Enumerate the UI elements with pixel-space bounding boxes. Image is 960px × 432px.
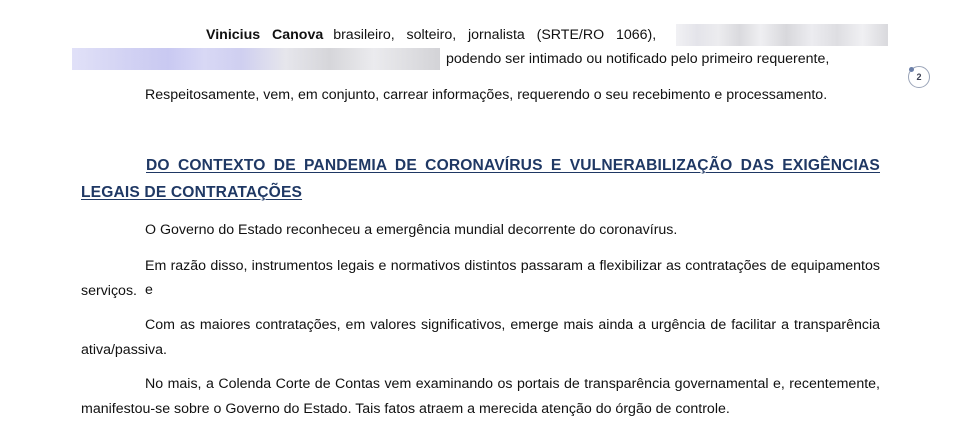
paragraph-3-line-1: Com as maiores contratações, em valores significativos, emerge mais ainda a urgência de facilitar a transparência <box>145 317 880 333</box>
paragraph-2-line-2: serviços. <box>81 283 137 299</box>
paragraph-2-line-1: Em razão disso, instrumentos legais e normativos distintos passaram a flexibilizar as contratações de equipamentos e <box>145 258 880 298</box>
person-details: brasileiro, solteiro, jornalista (SRTE/RO 1066), <box>333 27 657 43</box>
section-heading-line-2 <box>81 179 880 206</box>
section-heading-line-1: DO CONTEXTO DE PANDEMIA DE CORONAVÍRUS E VULNERABILIZAÇÃO DAS EXIGÊNCIAS <box>146 157 880 174</box>
redacted-block-1 <box>676 24 888 46</box>
page-badge-dot-icon <box>909 67 914 72</box>
intro-line-2: podendo ser intimado ou notificado pelo primeiro requerente, <box>446 51 830 67</box>
page-number-badge[interactable]: 2 <box>908 66 930 88</box>
person-name: Vinicius Canova <box>206 27 324 43</box>
paragraph-1: O Governo do Estado reconheceu a emergência mundial decorrente do coronavírus. <box>145 222 678 238</box>
paragraph-3-line-2: ativa/passiva. <box>81 342 167 358</box>
paragraph-4-line-1: No mais, a Colenda Corte de Contas vem examinando os portais de transparência governamental e, recentemente, <box>145 376 880 392</box>
request-paragraph: Respeitosamente, vem, em conjunto, carrear informações, requerendo o seu recebimento e processamento. <box>145 87 828 103</box>
intro-line-1 <box>206 26 656 44</box>
section-heading-line-2-text: LEGAIS DE CONTRATAÇÕES <box>81 184 303 201</box>
redacted-block-2 <box>72 48 440 70</box>
paragraph-4-line-2: manifestou-se sobre o Governo do Estado. Tais fatos atraem a merecida atenção do órgão de controle. <box>81 401 730 417</box>
